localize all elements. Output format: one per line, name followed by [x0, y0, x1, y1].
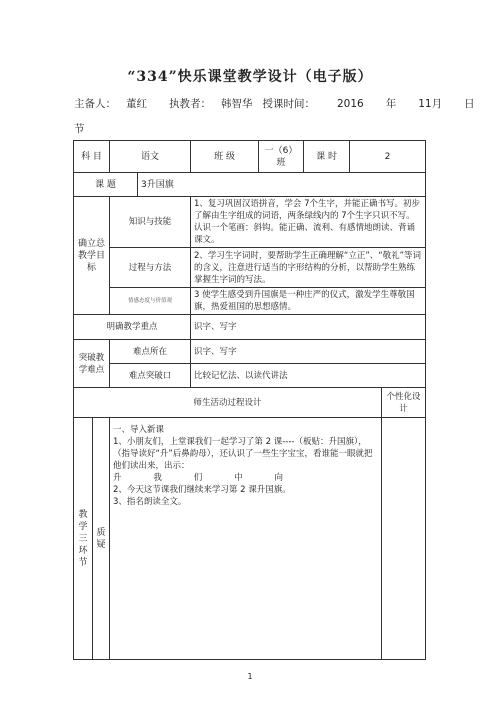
preparer-label: 主备人：: [74, 98, 116, 110]
character-3: 们: [193, 473, 203, 483]
knowledge-text: 1、复习巩固汉语拼音，学会 7个生字，并能正确书写。初步了解由生字组成的词语，两条绿线内的 7个生字只识不写。认识一个笔画：斜钩。能正确、流利、有感情地朗读、背诵课文。: [191, 197, 426, 248]
three-links-text: 教学三环节: [78, 509, 88, 568]
process-text: 2、学习生字词时，要帮助学生正确理解“立正”、“敬礼”等词的含义，注意进行适当的字形结构的分析，以帮助学生熟练掌握生字词的写法。: [191, 248, 426, 288]
activity-design-header: 师生活动过程设计: [74, 388, 382, 418]
row-subject: [74, 141, 426, 173]
day-unit: 日: [464, 98, 475, 110]
row-topic: [74, 173, 426, 197]
teacher-name: 韩智华: [221, 98, 253, 110]
key-points-value: 识字、写字: [191, 315, 426, 340]
document-title: “334”快乐课堂教学设计（电子版）: [127, 69, 373, 85]
class-label: 班 级: [191, 141, 259, 173]
row-key-points: [74, 315, 426, 340]
row-goal-knowledge: [74, 197, 426, 248]
topic-label: 课 题: [74, 173, 138, 197]
breakthrough-point-value: 比较记忆法、以读代讲法: [191, 364, 426, 388]
knowledge-label: 知识与技能: [110, 197, 191, 248]
stage-text: 质疑: [96, 527, 106, 550]
character-5: 向: [274, 473, 283, 483]
year-unit: 年: [385, 98, 397, 110]
difficulty-value: 识字、写字: [191, 340, 426, 364]
lesson-plan-table: [73, 140, 426, 660]
breakthrough-label: 突破教学难点: [74, 340, 110, 388]
row-breakthrough: [74, 364, 426, 388]
personal-design-cell: [382, 418, 426, 660]
row-goal-emotion: [74, 288, 426, 315]
character-1: 升: [113, 473, 122, 483]
row-goal-process: [74, 248, 426, 288]
year-value: 2016: [337, 98, 364, 110]
emotion-label: 情感态度与价值观: [110, 288, 191, 315]
goals-label: 确立总教学目标: [74, 197, 110, 315]
time-label: 授课时间：: [262, 98, 315, 110]
activity-line-4: 3、指名朗读全文。: [113, 497, 187, 507]
activity-line-2: 1、小朋友们，上堂课我们一起学习了第 2 课----（板贴：升国旗），（指导读好“升”后鼻韵母），还认识了一些生字宝宝，看谁能一眼就把他们读出来，出示：: [113, 437, 373, 471]
stage-label: [93, 418, 110, 660]
difficulty-label: 难点所在: [110, 340, 191, 364]
teacher-label: 执教者：: [169, 98, 211, 110]
activity-line-1: 一、导入新课: [113, 425, 165, 435]
topic-value: 3升国旗: [138, 173, 426, 197]
header-info: [74, 96, 485, 111]
character-2: 我: [153, 473, 162, 483]
key-points-label: 明确教学重点: [74, 315, 191, 340]
activity-content: [110, 418, 382, 660]
period-value: 2: [350, 141, 426, 173]
month-value: 11月: [418, 98, 443, 110]
row-process-header: [74, 388, 426, 418]
activity-line-3: 2、今天这节课我们继续来学习第 2 课升国旗。: [113, 485, 291, 495]
period-label: 课 时: [304, 141, 350, 173]
row-difficulty: [74, 340, 426, 364]
process-label: 过程与方法: [110, 248, 191, 288]
class-value: 一（6）班: [259, 141, 304, 173]
subject-label: 科 目: [74, 141, 110, 173]
emotion-text: 3 使学生感受到升国旗是一种庄严的仪式，激发学生尊敬国旗，热爱祖国的思想感情。: [191, 288, 426, 315]
preparer-name: 董红: [126, 98, 147, 110]
page-number: 1: [247, 672, 253, 681]
personal-design-header: 个性化设计: [382, 388, 426, 418]
section-unit: 节: [74, 123, 85, 135]
row-three-links: [74, 418, 426, 660]
subject-value: 语文: [110, 141, 191, 173]
character-row: [113, 472, 283, 484]
character-4: 中: [234, 473, 243, 483]
three-links-label: [74, 418, 93, 660]
breakthrough-point-label: 难点突破口: [110, 364, 191, 388]
